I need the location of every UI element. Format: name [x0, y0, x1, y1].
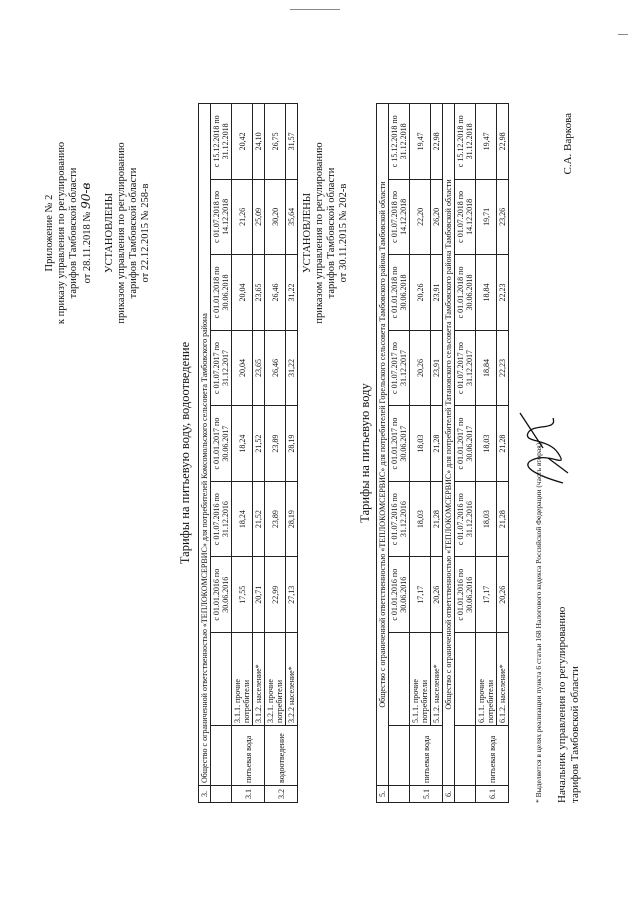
tariff-value: 27,13	[286, 556, 298, 632]
period-header: с 01.07.2017 по 31.12.2017	[389, 330, 410, 406]
period-header: с 15.12.2018 по 31.12.2018	[455, 103, 476, 179]
period-header: с 01.07.2016 по 31.12.2016	[389, 481, 410, 557]
tariff-value: 26,20	[431, 179, 443, 255]
row-label: 3.2.1. прочие потребители	[265, 632, 286, 725]
tariff-value: 22,23	[497, 254, 509, 330]
table-row	[443, 103, 455, 802]
table-row	[389, 103, 410, 802]
tariff-value: 26,46	[265, 254, 286, 330]
group-name: питьевая вода	[410, 725, 443, 785]
tariff-value: 22,99	[265, 556, 286, 632]
tariff-value: 23,65	[253, 254, 265, 330]
period-header: с 01.01.2016 по 30.06.2016	[211, 556, 232, 632]
tariff-value: 31,57	[286, 103, 298, 179]
tariff-value: 17,17	[410, 556, 431, 632]
table-row	[431, 103, 443, 802]
group-num: 3.2	[265, 785, 298, 802]
scan-artifact-line	[618, 34, 628, 35]
row-label: 5.1.1. прочие потребители	[410, 632, 431, 725]
tariff-value: 19,47	[476, 103, 497, 179]
tariff-value: 26,75	[265, 103, 286, 179]
footnote: * Выделяется в целях реализации пункта 6 статьи 168 Налогового кодекса Российской Федерации (часть вторая).	[534, 440, 543, 803]
rotated-document-sheet	[40, 83, 600, 823]
period-header: с 15.12.2018 по 31.12.2018	[211, 103, 232, 179]
period-header: с 01.07.2018 по 14.12.2018	[389, 179, 410, 255]
period-header: с 01.07.2018 по 14.12.2018	[455, 179, 476, 255]
table-row	[497, 103, 509, 802]
approval-title: УСТАНОВЛЕНЫ	[302, 192, 313, 273]
table-row	[286, 103, 298, 802]
tariff-value: 18,84	[476, 330, 497, 406]
tariff-value: 17,17	[476, 556, 497, 632]
signer-position-line2: тарифов Тамбовской области	[569, 665, 581, 803]
row-label: 3.1.2. население*	[253, 632, 265, 725]
period-header: с 01.07.2016 по 31.12.2016	[211, 481, 232, 557]
period-header: с 01.01.2017 по 30.06.2017	[389, 405, 410, 481]
scan-artifact-line	[290, 9, 340, 10]
period-header: с 01.01.2017 по 30.06.2017	[211, 405, 232, 481]
signature-title	[556, 606, 582, 802]
table1-title: Тарифы на питьевую воду, водоотведение	[178, 341, 192, 564]
tariff-value: 23,89	[265, 405, 286, 481]
tariff-value: 21,28	[497, 481, 509, 557]
table-row	[476, 103, 497, 802]
tariff-value: 22,23	[497, 330, 509, 406]
handwritten-signature	[508, 403, 578, 493]
tariff-value: 18,03	[410, 481, 431, 557]
group-name: питьевая вода	[476, 725, 509, 785]
tariff-value: 20,26	[410, 254, 431, 330]
row-label: 3.2.2 население*	[286, 632, 298, 725]
org-name-cell: Общество с ограниченной ответственностью «ТЕПЛОКОМСЕРВИС» для потребителей Горельского сельсовета Тамбовского района Тамбовской области	[377, 103, 389, 785]
tariff-value: 21,52	[253, 481, 265, 557]
tariff-table-2	[376, 103, 509, 803]
tariff-value: 30,20	[265, 179, 286, 255]
tariff-value: 23,91	[431, 330, 443, 406]
group-name: питьевая вода	[232, 725, 265, 785]
appendix-header	[44, 103, 94, 363]
tariff-value: 21,26	[232, 179, 253, 255]
group-name: водоотведение	[265, 725, 298, 785]
tariff-value: 18,24	[232, 405, 253, 481]
tariff-value: 21,28	[431, 405, 443, 481]
tariff-value: 21,28	[497, 405, 509, 481]
tariff-value: 28,19	[286, 481, 298, 557]
period-header: с 01.07.2016 по 31.12.2016	[455, 481, 476, 557]
tariff-value: 23,65	[253, 330, 265, 406]
period-header: с 15.12.2018 по 31.12.2018	[389, 103, 410, 179]
approval-order-ref: приказом управления по регулированию	[116, 141, 127, 324]
tariff-value: 22,98	[431, 103, 443, 179]
appendix-order-ref: к приказу управления по регулированию	[56, 141, 67, 324]
tariff-value: 18,84	[476, 254, 497, 330]
row-label: 6.1.2. население*	[497, 632, 509, 725]
signer-name: С.А. Варкова	[562, 112, 574, 174]
group-num: 5.1	[410, 785, 443, 802]
tariff-value: 25,09	[253, 179, 265, 255]
table-row	[455, 103, 476, 802]
tariff-value: 19,47	[410, 103, 431, 179]
tariff-value: 20,04	[232, 254, 253, 330]
row-label: 3.1.1. прочие потребители	[232, 632, 253, 725]
tariff-value: 26,46	[265, 330, 286, 406]
tariff-value: 19,71	[476, 179, 497, 255]
tariff-value: 35,64	[286, 179, 298, 255]
table-row	[199, 103, 211, 802]
period-header: с 01.01.2018 по 30.06.2018	[211, 254, 232, 330]
period-header: с 01.07.2017 по 31.12.2017	[455, 330, 476, 406]
period-header: с 01.01.2017 по 30.06.2017	[455, 405, 476, 481]
tariff-value: 21,28	[431, 481, 443, 557]
tariff-value: 20,42	[232, 103, 253, 179]
tariff-value: 17,55	[232, 556, 253, 632]
tariff-value: 18,03	[476, 405, 497, 481]
tariff-value: 22,20	[410, 179, 431, 255]
tariff-value: 20,26	[431, 556, 443, 632]
period-header: с 01.01.2018 по 30.06.2018	[389, 254, 410, 330]
period-header: с 01.01.2018 по 30.06.2018	[455, 254, 476, 330]
tariff-value: 20,71	[253, 556, 265, 632]
tariff-value: 20,26	[410, 330, 431, 406]
tariff-value: 18,24	[232, 481, 253, 557]
table-row	[232, 103, 253, 802]
tariff-table-1	[198, 103, 298, 803]
appendix-number: Приложение № 2	[44, 194, 55, 271]
approval-order-authority: тарифов Тамбовской области	[326, 167, 337, 298]
table-row	[265, 103, 286, 802]
approval-order-ref: приказом управления по регулированию	[314, 141, 325, 324]
handwritten-order-number: 90-в	[79, 182, 93, 209]
approval-order-authority: тарифов Тамбовской области	[128, 167, 139, 298]
tariff-value: 18,03	[476, 481, 497, 557]
tariff-value: 18,03	[410, 405, 431, 481]
org-name-cell: Общество с ограниченной ответственностью «ТЕПЛОКОМСЕРВИС» для потребителей Комсомольского сельсовета Тамбовского района	[199, 103, 211, 785]
approval-header-2	[302, 103, 350, 363]
table-row	[410, 103, 431, 802]
table-row	[211, 103, 232, 802]
signer-position-line1: Начальник управления по регулированию	[556, 606, 568, 803]
group-num: 6.1	[476, 785, 509, 802]
tariff-value: 23,89	[265, 481, 286, 557]
table2-title: Тарифы на питьевую воду	[358, 382, 372, 523]
tariff-value: 23,91	[431, 254, 443, 330]
table-row	[377, 103, 389, 802]
approval-title: УСТАНОВЛЕНЫ	[104, 192, 115, 273]
table-cell: 5.	[377, 785, 389, 802]
tariff-value: 31,22	[286, 254, 298, 330]
tariff-value: 22,98	[497, 103, 509, 179]
appendix-order-authority: тарифов Тамбовской области	[68, 167, 79, 298]
table-cell: 3.	[199, 785, 211, 802]
tariff-value: 31,22	[286, 330, 298, 406]
table-cell: 6.	[443, 785, 455, 802]
appendix-order-date: от 28.11.2018 № 90-в	[79, 182, 93, 283]
row-label: 5.1.2. население*	[431, 632, 443, 725]
period-header: с 01.07.2017 по 31.12.2017	[211, 330, 232, 406]
org-name-cell: Общество с ограниченной ответственностью «ТЕПЛОКОМСЕРВИС» для потребителей Татановского сельсовета Тамбовского района Тамбовской области	[443, 103, 455, 785]
tariff-value: 28,19	[286, 405, 298, 481]
approval-header-1	[104, 103, 152, 363]
group-num: 3.1	[232, 785, 265, 802]
approval-order-date: от 30.11.2015 № 202-в	[338, 183, 349, 282]
tariff-value: 23,26	[497, 179, 509, 255]
period-header: с 01.01.2016 по 30.06.2016	[455, 556, 476, 632]
tariff-value: 24,10	[253, 103, 265, 179]
tariff-value: 20,26	[497, 556, 509, 632]
period-header: с 01.07.2018 по 14.12.2018	[211, 179, 232, 255]
period-header: с 01.01.2016 по 30.06.2016	[389, 556, 410, 632]
tariff-value: 21,52	[253, 405, 265, 481]
tariff-value: 20,04	[232, 330, 253, 406]
row-label: 6.1.1. прочие потребители	[476, 632, 497, 725]
approval-order-date: от 22.12.2015 № 258-в	[140, 182, 151, 283]
table-row	[253, 103, 265, 802]
